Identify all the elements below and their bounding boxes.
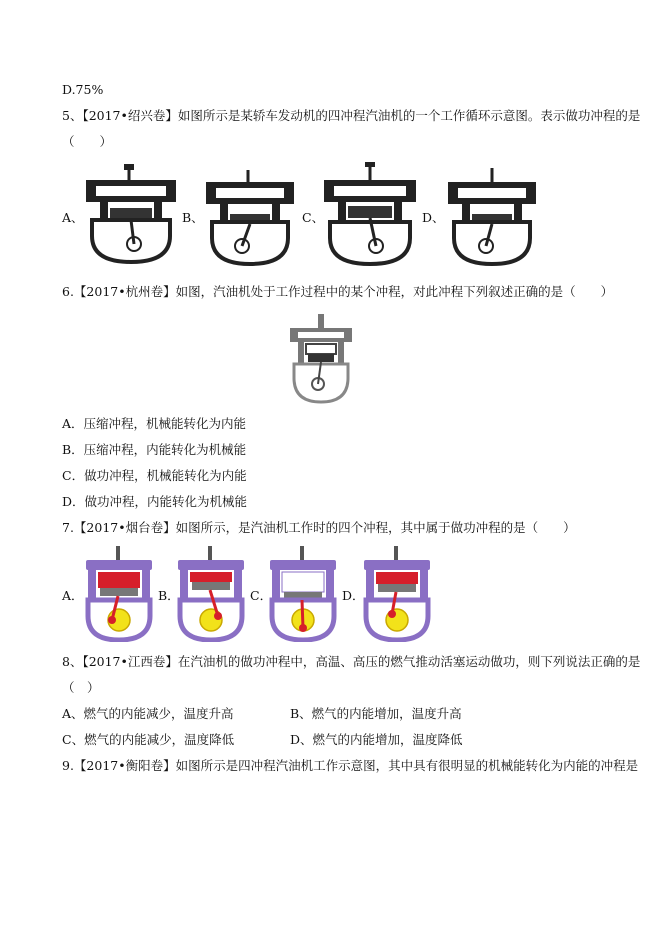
q7-label-b: B． bbox=[158, 588, 180, 603]
q6-option-a: A．压缩冲程，机械能转化为内能 bbox=[62, 416, 247, 431]
q7-engine-d-image bbox=[360, 546, 434, 642]
q5-label-a: A、 bbox=[62, 210, 84, 225]
q5-label-c: C、 bbox=[302, 210, 325, 225]
q7-engine-a-image bbox=[82, 546, 156, 642]
q8-answer-bracket: （ ） bbox=[62, 680, 100, 695]
q5-answer-bracket: （ ） bbox=[62, 134, 113, 149]
q5-label-b: B、 bbox=[182, 210, 204, 225]
q7-label-a: A． bbox=[62, 588, 84, 603]
q8-option-b: B、燃气的内能增加，温度升高 bbox=[290, 706, 462, 721]
q5-label-d: D、 bbox=[422, 210, 445, 225]
q8-option-d: D、燃气的内能增加，温度降低 bbox=[290, 732, 463, 747]
q5-engine-a-image bbox=[82, 164, 180, 264]
q6-option-c: C．做功冲程，机械能转化为内能 bbox=[62, 468, 247, 483]
q8-stem: 8、【2017•江西卷】在汽油机的做功冲程中，高温、高压的燃气推动活塞运动做功，则下列说法正确的是 bbox=[62, 654, 641, 669]
q5-engine-d-image bbox=[444, 166, 540, 266]
q9-stem: 9.【2017•衡阳卷】如图所示是四冲程汽油机工作示意图，其中具有很明显的机械能转化为内能的冲程是 bbox=[62, 758, 639, 773]
q6-option-d: D．做功冲程，内能转化为机械能 bbox=[62, 494, 248, 509]
q7-label-c: C． bbox=[250, 588, 273, 603]
q7-engine-c-image bbox=[266, 546, 340, 642]
q7-label-d: D． bbox=[342, 588, 365, 603]
q5-engine-b-image bbox=[202, 168, 298, 266]
q6-stem: 6.【2017•杭州卷】如图，汽油机处于工作过程中的某个冲程，对此冲程下列叙述正确的是（ ） bbox=[62, 284, 614, 299]
q6-engine-image bbox=[288, 314, 354, 404]
q4-option-d: D.75% bbox=[62, 82, 104, 97]
q5-engine-c-image bbox=[320, 162, 420, 266]
q7-stem: 7.【2017•烟台卷】如图所示，是汽油机工作时的四个冲程，其中属于做功冲程的是（ ） bbox=[62, 520, 576, 535]
q8-option-c: C、燃气的内能减少，温度降低 bbox=[62, 732, 235, 747]
q6-option-b: B．压缩冲程，内能转化为机械能 bbox=[62, 442, 247, 457]
q7-engine-b-image bbox=[174, 546, 248, 642]
q5-stem: 5、【2017•绍兴卷】如图所示是某轿车发动机的四冲程汽油机的一个工作循环示意图。表示做功冲程的是 bbox=[62, 108, 641, 123]
q8-option-a: A、燃气的内能减少，温度升高 bbox=[62, 706, 234, 721]
